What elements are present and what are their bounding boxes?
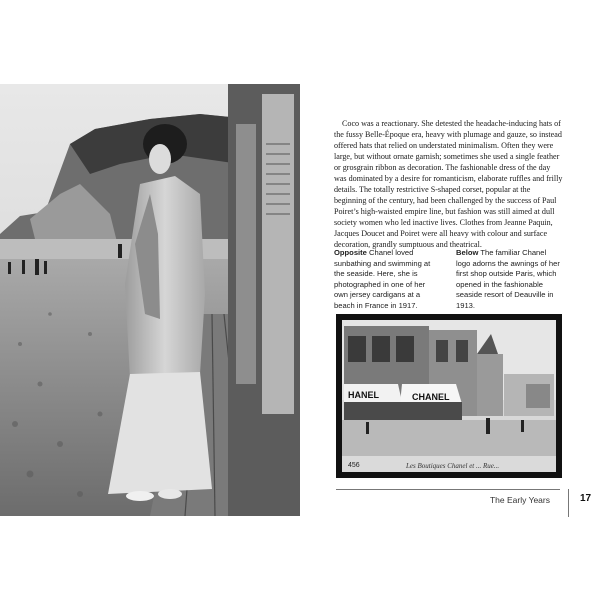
caption-lead: Opposite: [334, 248, 367, 257]
footer-divider: [568, 489, 569, 517]
shop-sign-left: HANEL: [348, 390, 379, 400]
body-text: Coco was a reactionary. She detested the headache-inducing hats of the fussy Belle-Époque era, heavy with plumage and gauze, so instead offered hats that relied on understated minimalism. Often they were large, but without ornate garnish; sometimes she used a single feather or grosgrain ribbon as decoration. The fashionable dress of the day was dominated by a desire for romanticism, elaborate ruffles and frilly details. The totally restrictive S-shaped corset, popular at the beginning of the century, had been challenged by the success of Paul Poiret’s high-waisted empire line, but fashion was still aimed at dull society women who led inactive lives. Clothes from Jeanne Paquin, Jacques Doucet and Poiret were all heavy with colour and surface decoration, grandly sumptuous and theatrical.: [334, 119, 563, 249]
captions: [334, 248, 564, 308]
handwritten-inscription: Les Boutiques Chanel et ... Rue...: [406, 462, 500, 470]
caption-text: Chanel loved sunbathing and swimming at the seaside. Here, she is photographed in one of her own jersey cardigans at a beach in France in 1917.: [334, 248, 431, 310]
shop-photo-illustration: [336, 314, 562, 478]
beach-photo-illustration: [0, 84, 300, 516]
deauville-shop-photograph: [336, 314, 562, 478]
photo-number: 456: [348, 462, 360, 469]
caption-below: [456, 248, 562, 311]
beach-photograph: [0, 84, 300, 516]
caption-lead: Below: [456, 248, 479, 257]
page-footer: [336, 489, 592, 517]
page-number: 17: [580, 493, 592, 504]
shop-sign-right: CHANEL: [412, 392, 450, 402]
footer-rule: [336, 489, 560, 490]
caption-opposite: [334, 248, 440, 311]
caption-text: The familiar Chanel logo adorns the awnings of her first shop outside Paris, which opened in the fashionable seaside resort of Deauville in 1913.: [456, 248, 560, 310]
running-head: The Early Years: [489, 495, 550, 505]
body-paragraph: [334, 118, 564, 250]
